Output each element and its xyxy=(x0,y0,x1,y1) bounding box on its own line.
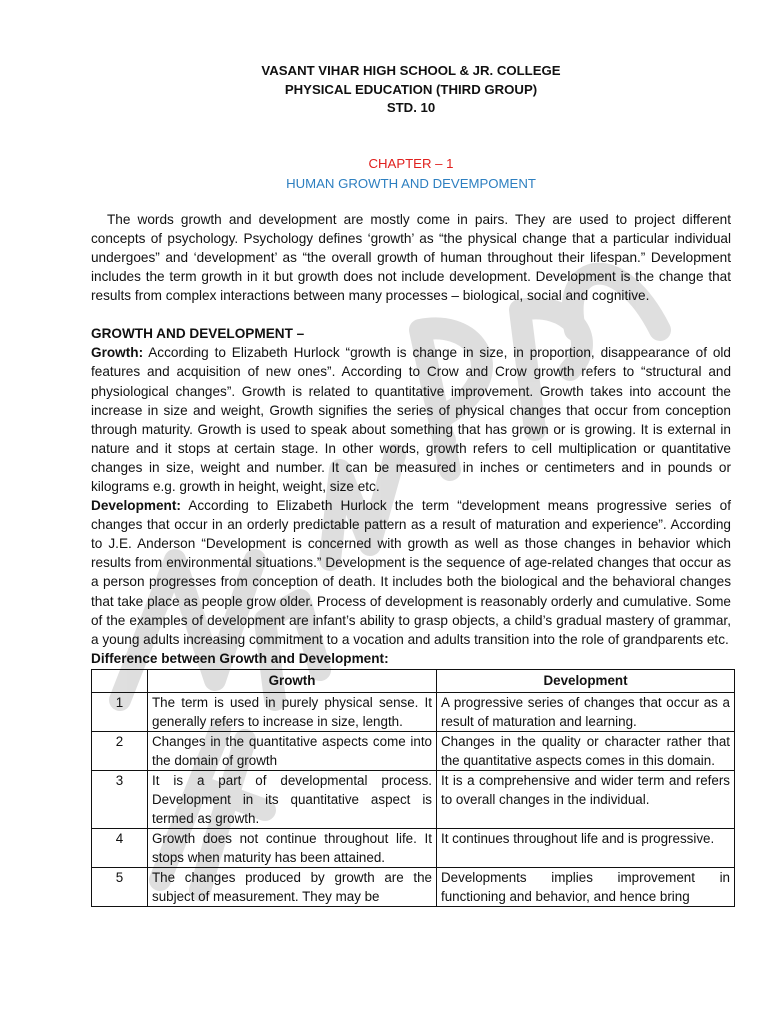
header-number xyxy=(92,669,148,692)
row-number: 1 xyxy=(92,692,148,731)
school-header xyxy=(91,62,731,118)
table-row xyxy=(92,692,735,731)
standard-label: STD. 10 xyxy=(386,100,436,116)
growth-cell: Growth does not continue throughout life. It stops when maturity has been attained. xyxy=(148,828,437,867)
document-content xyxy=(91,62,731,907)
growth-cell: The term is used in purely physical sense. It generally refers to increase in size, length. xyxy=(148,692,437,731)
growth-cell: Changes in the quantitative aspects come into the domain of growth xyxy=(148,731,437,770)
development-cell: A progressive series of changes that occur as a result of maturation and learning. xyxy=(437,692,735,731)
row-number: 2 xyxy=(92,731,148,770)
development-text: According to Elizabeth Hurlock the term “development means progressive series of changes that occur in an orderly predictable pattern as a result of maturation and experience”. According to J.E. Anderson “Development is concerned with growth as well as those changes in behavior which results from environmental situations.” Development is the sequence of age-related changes that occur as a person progresses from conception of death. It includes both the biological and the behavioral changes that take place as people grow older. Process of development is reasonably orderly and cumulative. Some of the examples of development are infant’s ability to grasp objects, a child’s gradual mastery of grammar, a young adults increasing commitment to a vocation and adults transition into the role of grandparents etc. xyxy=(91,498,731,647)
development-cell: Developments implies improvement in functioning and behavior, and hence bring xyxy=(437,867,735,906)
growth-term: Growth: xyxy=(91,345,144,361)
intro-paragraph: The words growth and development are mostly come in pairs. They are used to project different concepts of psychology. Psychology defines ‘growth’ as “the physical change that a particular individual undergoes” and ‘development’ as “the overall growth of human throughout their lifespan.” Development includes the term growth in it but growth does not include development. Development is the change that results from complex interactions between many processes – biological, social and cognitive. xyxy=(91,211,731,304)
development-cell: It is a comprehensive and wider term and refers to overall changes in the individual. xyxy=(437,770,735,828)
growth-cell: The changes produced by growth are the subject of measurement. They may be xyxy=(148,867,437,906)
growth-paragraph xyxy=(91,343,731,496)
subject-name: PHYSICAL EDUCATION (THIRD GROUP) xyxy=(284,81,538,97)
table-row xyxy=(92,770,735,828)
table-row xyxy=(92,731,735,770)
row-number: 4 xyxy=(92,828,148,867)
growth-text: According to Elizabeth Hurlock “growth is change in size, in proportion, disappearance of old features and acquisition of new ones”. According to Crow and Crow growth refers to “structural and physiological changes”. Growth is related to quantitative improvement. Growth takes into account the increase in size and weight, Growth signifies the series of physical changes that occur from conception through maturity. Growth is used to speak about something that has grown or is growing. It is external in nature and it stops at certain stage. In other words, growth refers to cell multiplication or quantitative changes in size, weight and number. It can be measured in inches or centimeters and in pounds or kilograms e.g. growth in height, weight, size etc. xyxy=(91,345,731,494)
table-row xyxy=(92,828,735,867)
row-number: 3 xyxy=(92,770,148,828)
chapter-number: CHAPTER – 1 xyxy=(368,155,454,171)
development-paragraph xyxy=(91,496,731,649)
growth-cell: It is a part of developmental process. Development in its quantitative aspect is termed as growth. xyxy=(148,770,437,828)
table-header-row xyxy=(92,669,735,692)
development-cell: Changes in the quality or character rather that the quantitative aspects comes in this domain. xyxy=(437,731,735,770)
table-row xyxy=(92,867,735,906)
chapter-heading xyxy=(91,154,731,194)
section-heading: GROWTH AND DEVELOPMENT – xyxy=(91,326,305,342)
header-development: Development xyxy=(437,669,735,692)
chapter-title: HUMAN GROWTH AND DEVEMPOMENT xyxy=(286,175,536,191)
header-growth: Growth xyxy=(148,669,437,692)
school-name: VASANT VIHAR HIGH SCHOOL & JR. COLLEGE xyxy=(261,63,561,78)
table-caption: Difference between Growth and Development: xyxy=(91,650,389,666)
development-cell: It continues throughout life and is progressive. xyxy=(437,828,735,867)
row-number: 5 xyxy=(92,867,148,906)
development-term: Development: xyxy=(91,498,181,514)
comparison-table xyxy=(91,669,735,907)
